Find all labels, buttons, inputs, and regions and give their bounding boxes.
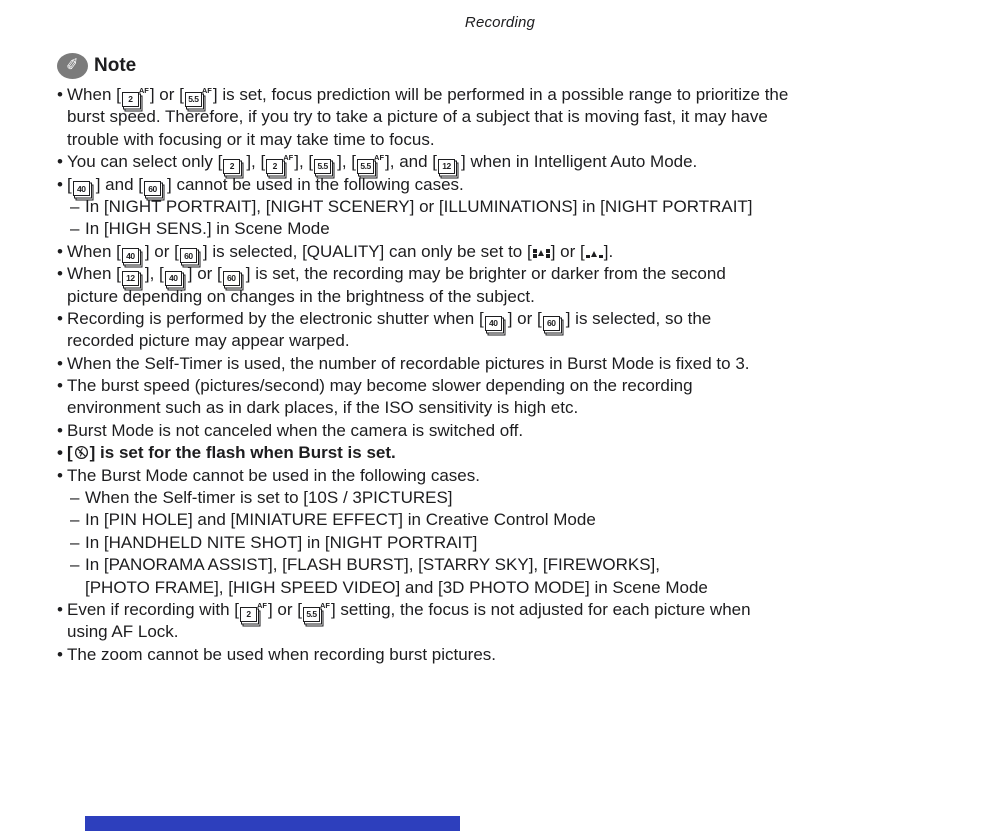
note-heading: Note — [94, 55, 137, 76]
burst-5.5-icon: 5.5 — [314, 153, 331, 175]
note-line: • When [ 12 ], [ 40 ] or [ 60 ] is set, the recording may be brighter or darker from the second — [0, 263, 1000, 285]
dash-marker: – — [70, 196, 80, 216]
dash-marker: – — [70, 488, 80, 508]
note-line: [PHOTO FRAME], [HIGH SPEED VIDEO] and [3D PHOTO MODE] in Scene Mode — [85, 577, 708, 597]
note-line: using AF Lock. — [67, 622, 179, 642]
bullet-marker: • — [57, 443, 63, 463]
flash-off-icon — [74, 445, 89, 460]
note-line: picture depending on changes in the brightness of the subject. — [67, 286, 535, 306]
burst-2-icon: 2 — [223, 153, 240, 175]
bullet-marker: • — [57, 174, 63, 194]
burst-12-icon: 12 — [438, 153, 455, 175]
burst-60-icon: 60 — [543, 310, 560, 332]
bullet-marker: • — [57, 376, 63, 396]
note-line: – In [HIGH SENS.] in Scene Mode — [0, 218, 1000, 240]
pencil-glyph: ✐ — [64, 56, 81, 75]
pencil-note-icon — [57, 53, 88, 79]
burst-2-af-icon: 2 AF — [266, 153, 283, 175]
burst-5.5-af-icon: 5.5 AF — [357, 153, 374, 175]
dash-marker: – — [70, 555, 80, 575]
af-superscript: AF — [283, 153, 294, 163]
dash-marker: – — [70, 219, 80, 239]
note-line: • [ 40 ] and [ 60 ] cannot be used in the following cases. — [0, 174, 1000, 196]
bullet-marker: • — [57, 241, 63, 261]
note-line: – In [HANDHELD NITE SHOT] in [NIGHT PORTRAIT] — [0, 532, 1000, 554]
note-line: – In [NIGHT PORTRAIT], [NIGHT SCENERY] or [ILLUMINATIONS] in [NIGHT PORTRAIT] — [0, 196, 1000, 218]
note-line: • Recording is performed by the electronic shutter when [ 40 ] or [ 60 ] is selected, so the — [0, 308, 1000, 330]
bullet-marker: • — [57, 152, 63, 172]
note-line: • Burst Mode is not canceled when the camera is switched off. — [0, 420, 1000, 442]
burst-12-icon: 12 — [122, 265, 139, 287]
bottom-highlight-bar — [85, 816, 460, 831]
note-line: • The Burst Mode cannot be used in the following cases. — [0, 465, 1000, 487]
note-line: environment such as in dark places, if the ISO sensitivity is high etc. — [67, 398, 579, 418]
note-line: trouble with focusing or it may take time to focus. — [67, 129, 435, 149]
bullet-marker: • — [57, 264, 63, 284]
quality-standard-icon — [586, 250, 603, 258]
note-line: • When [ 40 ] or [ 60 ] is selected, [QUALITY] can only be set to [ ] or [ ]. — [0, 241, 1000, 263]
burst-40-icon: 40 — [122, 243, 139, 265]
af-superscript: AF — [256, 600, 267, 610]
af-superscript: AF — [201, 86, 212, 95]
note-line: • When the Self-Timer is used, the number of recordable pictures in Burst Mode is fixed to 3. — [0, 353, 1000, 375]
burst-60-icon: 60 — [223, 265, 240, 287]
dash-marker: – — [70, 532, 80, 552]
bullet-marker: • — [57, 420, 63, 440]
bullet-marker: • — [57, 599, 63, 619]
page-title: Recording — [464, 14, 536, 31]
note-line: • The zoom cannot be used when recording burst pictures. — [0, 644, 1000, 666]
note-body — [0, 84, 1000, 666]
burst-60-icon: 60 — [144, 176, 161, 198]
bullet-marker: • — [57, 353, 63, 373]
burst-5.5-af-icon: 5.5 AF — [303, 601, 320, 623]
dash-marker: – — [70, 510, 80, 530]
bullet-marker: • — [57, 308, 63, 328]
af-superscript: AF — [374, 153, 385, 163]
burst-2-af-icon: 2 AF — [122, 86, 139, 108]
note-line: – When the Self-timer is set to [10S / 3PICTURES] — [0, 487, 1000, 509]
burst-5.5-af-icon: 5.5 AF — [185, 86, 202, 108]
note-header — [57, 53, 136, 79]
note-line: recorded picture may appear warped. — [67, 331, 350, 351]
note-line: • [ ] is set for the flash when Burst is set. — [0, 442, 1000, 464]
note-line: • The burst speed (pictures/second) may become slower depending on the recording — [0, 375, 1000, 397]
note-line: • When [ 2 AF ] or [ 5.5 AF ] is set, focus prediction will be performed in a possible range to prioritize the — [0, 84, 1000, 106]
burst-60-icon: 60 — [180, 243, 197, 265]
burst-40-icon: 40 — [165, 265, 182, 287]
note-line: • Even if recording with [ 2 AF ] or [ 5.5 AF ] setting, the focus is not adjusted for each picture when — [0, 599, 1000, 621]
bullet-marker: • — [57, 85, 63, 104]
bullet-marker: • — [57, 465, 63, 485]
note-line: – In [PANORAMA ASSIST], [FLASH BURST], [STARRY SKY], [FIREWORKS], — [0, 554, 1000, 576]
burst-40-icon: 40 — [73, 176, 90, 198]
note-line: • You can select only [ 2 ], [ 2 AF ], [ 5.5 ], [ 5.5 AF ], and [ 12 ] when in Intelligent Auto Mode. — [0, 151, 1000, 173]
burst-2-af-icon: 2 AF — [240, 601, 257, 623]
bullet-marker: • — [57, 644, 63, 664]
note-line: – In [PIN HOLE] and [MINIATURE EFFECT] in Creative Control Mode — [0, 509, 1000, 531]
burst-40-icon: 40 — [485, 310, 502, 332]
quality-fine-icon — [533, 249, 550, 258]
note-line: burst speed. Therefore, if you try to take a picture of a subject that is moving fast, it may have — [67, 107, 768, 127]
af-superscript: AF — [319, 600, 330, 610]
af-superscript: AF — [138, 86, 149, 95]
